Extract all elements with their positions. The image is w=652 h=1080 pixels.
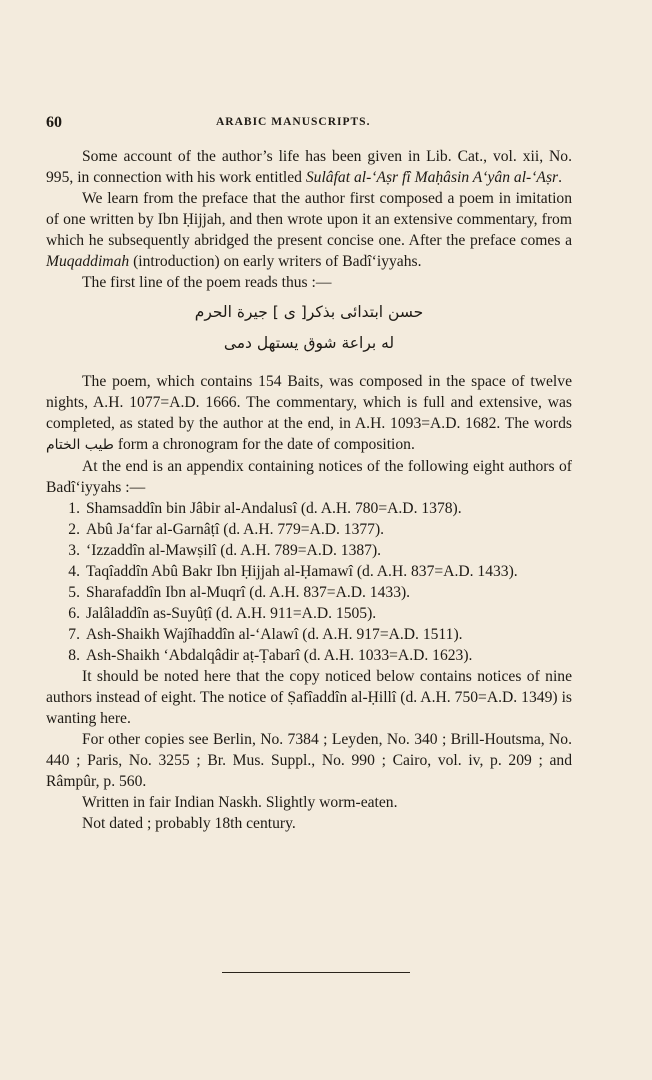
muqaddimah-term: Muqaddimah xyxy=(46,253,130,270)
punctuation: . xyxy=(558,169,562,186)
paragraph-first-line-intro: The first line of the poem reads thus :— xyxy=(82,274,332,291)
work-title: Sulâfat al-‘Aṣr fî Maḥâsin A‘yân al-‘Aṣr xyxy=(305,169,559,186)
list-text: Ash-Shaikh ‘Abdalqâdir aṭ-Ṭabarî (d. A.H. 1033=A.D. 1623). xyxy=(86,647,473,664)
paragraph-author-account xyxy=(46,146,572,188)
paragraph-text: We learn from the preface that the author first composed a poem in imitation of one written by Ibn Ḥijjah, and then wrote upon it an extensive commentary, from which he subsequently abridged the present concise one. After the preface comes a xyxy=(46,190,572,249)
list-number: 6. xyxy=(68,605,80,622)
paragraph-dating: Not dated ; probably 18th century. xyxy=(82,815,296,832)
list-text: Shamsaddîn bin Jâbir al-Andalusî (d. A.H. 780=A.D. 1378). xyxy=(86,500,462,517)
running-title: ARABIC MANUSCRIPTS. xyxy=(216,116,371,128)
list-item xyxy=(46,603,572,624)
paragraph-script-condition: Written in fair Indian Naskh. Slightly worm-eaten. xyxy=(82,794,398,811)
list-text: Abû Ja‘far al-Garnâṭî (d. A.H. 779=A.D. 1377). xyxy=(86,521,385,538)
list-item xyxy=(46,624,572,645)
list-text: Ash-Shaikh Wajîhaddîn al-‘Alawî (d. A.H. 917=A.D. 1511). xyxy=(86,626,463,643)
paragraph-text-end: (introduction) on early writers of Badî‘iyyahs. xyxy=(129,253,422,270)
list-text: Jalâladdîn as-Suyûṭî (d. A.H. 911=A.D. 1505). xyxy=(86,605,377,622)
list-text: Sharafaddîn Ibn al-Muqrî (d. A.H. 837=A.D. 1433). xyxy=(86,584,411,601)
authors-list xyxy=(46,498,572,666)
list-item xyxy=(46,645,572,666)
paragraph-nine-authors-note: It should be noted here that the copy noticed below contains notices of nine authors instead of eight. The notice of Ṣafîaddîn al-Ḥillî (d. A.H. 750=A.D. 1349) is wanting here. xyxy=(46,668,572,727)
list-number: 5. xyxy=(68,584,80,601)
paragraph-appendix: At the end is an appendix containing notices of the following eight authors of Badî‘iyyahs :— xyxy=(46,458,572,496)
arabic-verse-line-1: حسن ابتدائى بذكر[ ى ] جيرة الحرم xyxy=(194,303,424,321)
chronogram-arabic: طيب الختام xyxy=(46,437,114,453)
page-header xyxy=(46,114,586,134)
paragraph-text: The poem, which contains 154 Baits, was composed in the space of twelve nights, A.H. 1077=A.D. 1666. The commentary, which is full and extensive, was completed, as stated by the author at the end, in A.H. 1093=A.D. 1682. The words xyxy=(46,373,572,432)
list-item xyxy=(46,540,572,561)
list-number: 4. xyxy=(68,563,80,580)
list-number: 8. xyxy=(68,647,80,664)
list-item xyxy=(46,582,572,603)
paragraph-text: Some account of the author’s life has been given in Lib. Cat., vol. xii, No. 995, in connection with his work entitled xyxy=(46,148,572,186)
list-item xyxy=(46,561,572,582)
list-text: ‘Izzaddîn al-Mawṣilî (d. A.H. 789=A.D. 1387). xyxy=(86,542,382,559)
list-item xyxy=(46,498,572,519)
list-number: 3. xyxy=(68,542,80,559)
page-number: 60 xyxy=(46,114,62,131)
arabic-verse xyxy=(46,299,572,357)
end-rule xyxy=(222,972,410,973)
page-body xyxy=(46,146,572,834)
list-text: Taqîaddîn Abû Bakr Ibn Ḥijjah al-Ḥamawî (d. A.H. 837=A.D. 1433). xyxy=(86,563,518,580)
list-number: 2. xyxy=(68,521,80,538)
list-number: 1. xyxy=(68,500,80,517)
paragraph-preface xyxy=(46,188,572,272)
paragraph-text-end: form a chronogram for the date of composition. xyxy=(113,436,415,453)
list-number: 7. xyxy=(68,626,80,643)
list-item xyxy=(46,519,572,540)
paragraph-other-copies: For other copies see Berlin, No. 7384 ; Leyden, No. 340 ; Brill-Houtsma, No. 440 ; Paris, No. 3255 ; Br. Mus. Suppl., No. 990 ; Cairo, vol. iv, p. 209 ; and Râmpûr, p. 560. xyxy=(46,731,572,790)
paragraph-composition xyxy=(46,371,572,456)
arabic-verse-line-2: له براعة شوق يستهل دمى xyxy=(223,334,395,352)
